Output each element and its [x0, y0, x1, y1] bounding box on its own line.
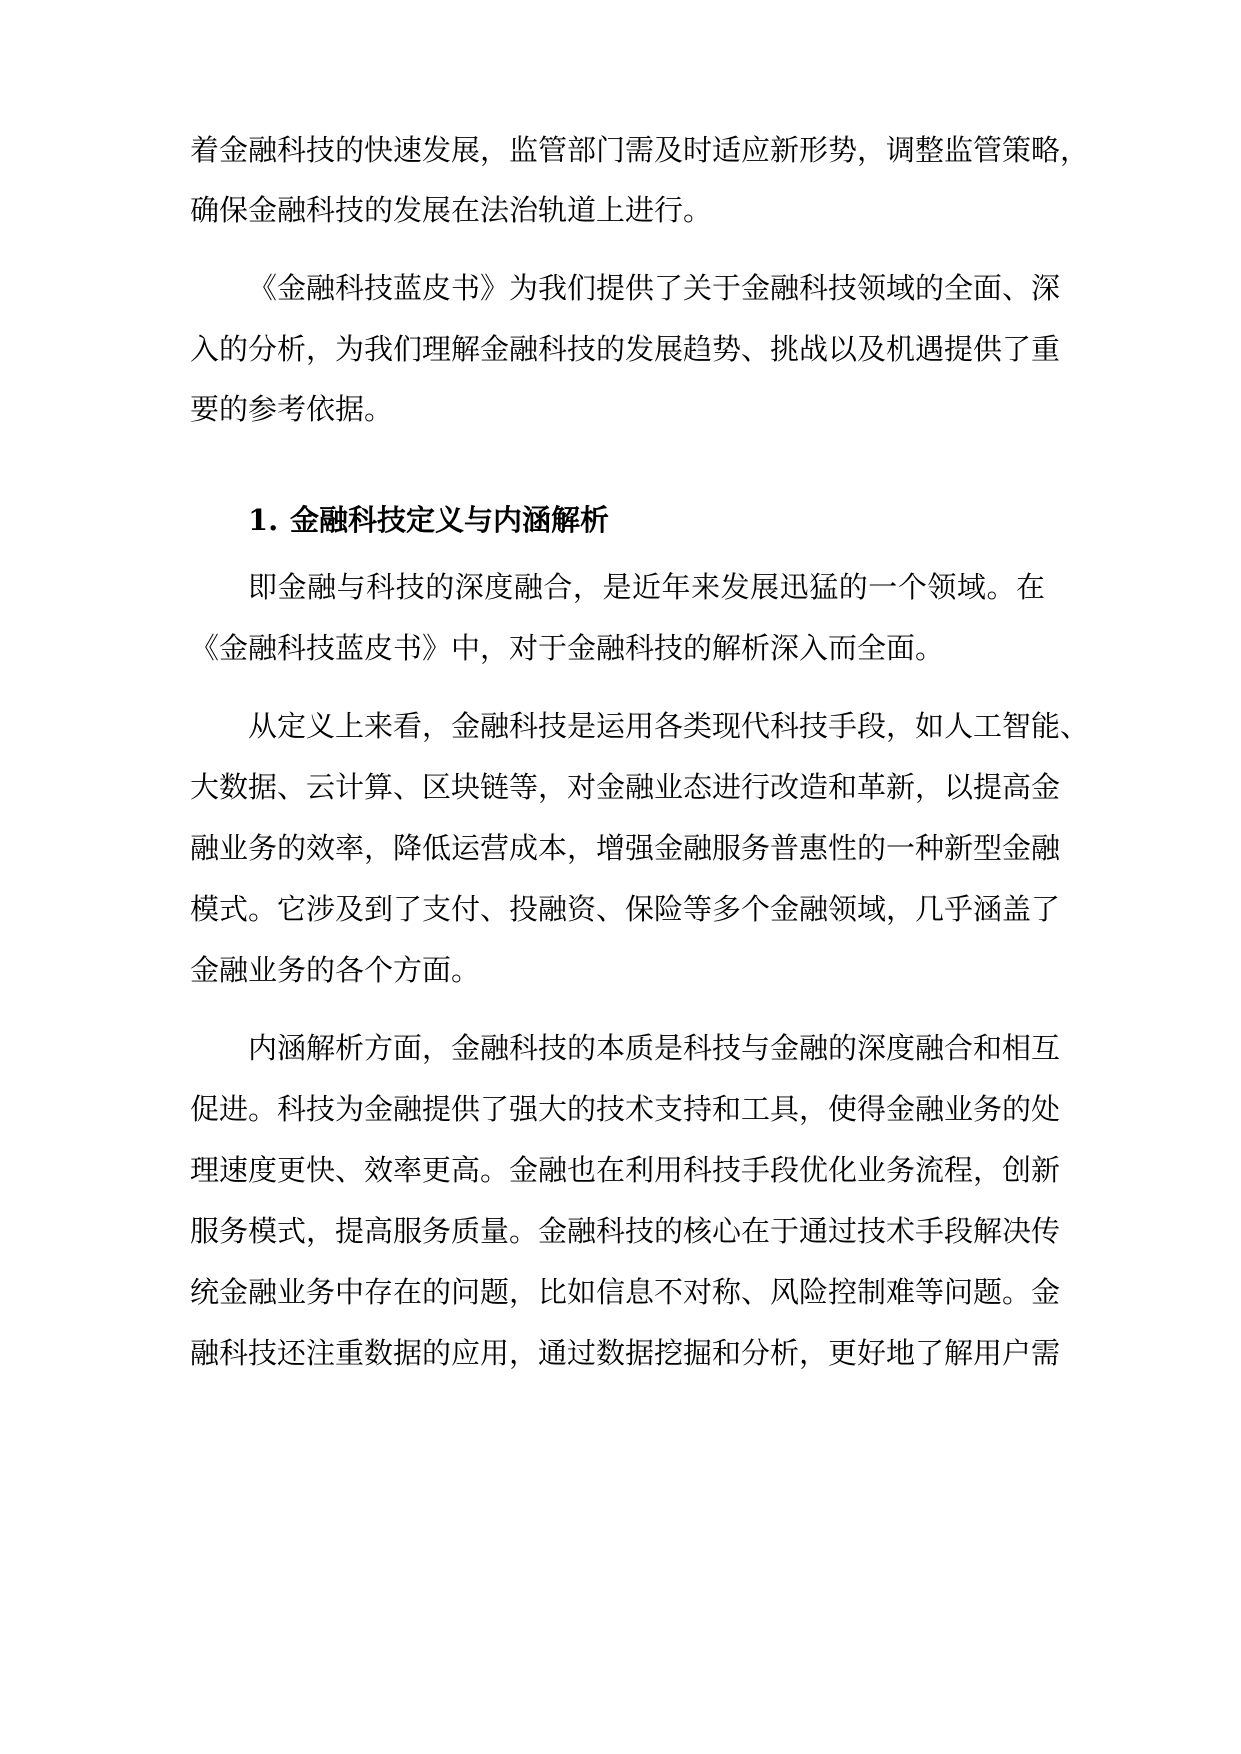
body-line: 《金融科技蓝皮书》中，对于金融科技的解析深入而全面。 [190, 631, 945, 665]
body-line: 理速度更快、效率更高。金融也在利用科技手段优化业务流程，创新 [190, 1153, 1061, 1187]
paragraph-first-line: 从定义上来看，金融科技是运用各类现代科技手段，如人工智能、 [248, 709, 1090, 743]
body-line: 着金融科技的快速发展，监管部门需及时适应新形势，调整监管策略， [190, 133, 1090, 167]
paragraph-first-line: 《金融科技蓝皮书》为我们提供了关于金融科技领域的全面、深 [248, 271, 1061, 305]
section-heading [248, 500, 609, 540]
body-line: 大数据、云计算、区块链等，对金融业态进行改造和革新，以提高金 [190, 770, 1061, 804]
section-number: 1. [248, 503, 279, 537]
body-line: 统金融业务中存在的问题，比如信息不对称、风险控制难等问题。金 [190, 1275, 1061, 1309]
paragraph-first-line: 内涵解析方面，金融科技的本质是科技与金融的深度融合和相互 [248, 1031, 1061, 1065]
body-line: 融业务的效率，降低运营成本，增强金融服务普惠性的一种新型金融 [190, 831, 1061, 865]
body-line: 要的参考依据。 [190, 392, 394, 426]
body-line: 模式。它涉及到了支付、投融资、保险等多个金融领域，几乎涵盖了 [190, 892, 1061, 926]
body-line: 金融业务的各个方面。 [190, 953, 481, 987]
body-line: 促进。科技为金融提供了强大的技术支持和工具，使得金融业务的处 [190, 1092, 1061, 1126]
section-title: 金融科技定义与内涵解析 [290, 503, 610, 537]
body-line: 融科技还注重数据的应用，通过数据挖掘和分析，更好地了解用户需 [190, 1336, 1061, 1370]
body-line: 确保金融科技的发展在法治轨道上进行。 [190, 193, 713, 227]
body-line: 服务模式，提高服务质量。金融科技的核心在于通过技术手段解决传 [190, 1214, 1061, 1248]
body-line: 入的分析，为我们理解金融科技的发展趋势、挑战以及机遇提供了重 [190, 332, 1061, 366]
paragraph-first-line: 即金融与科技的深度融合，是近年来发展迅猛的一个领域。在 [248, 570, 1045, 604]
